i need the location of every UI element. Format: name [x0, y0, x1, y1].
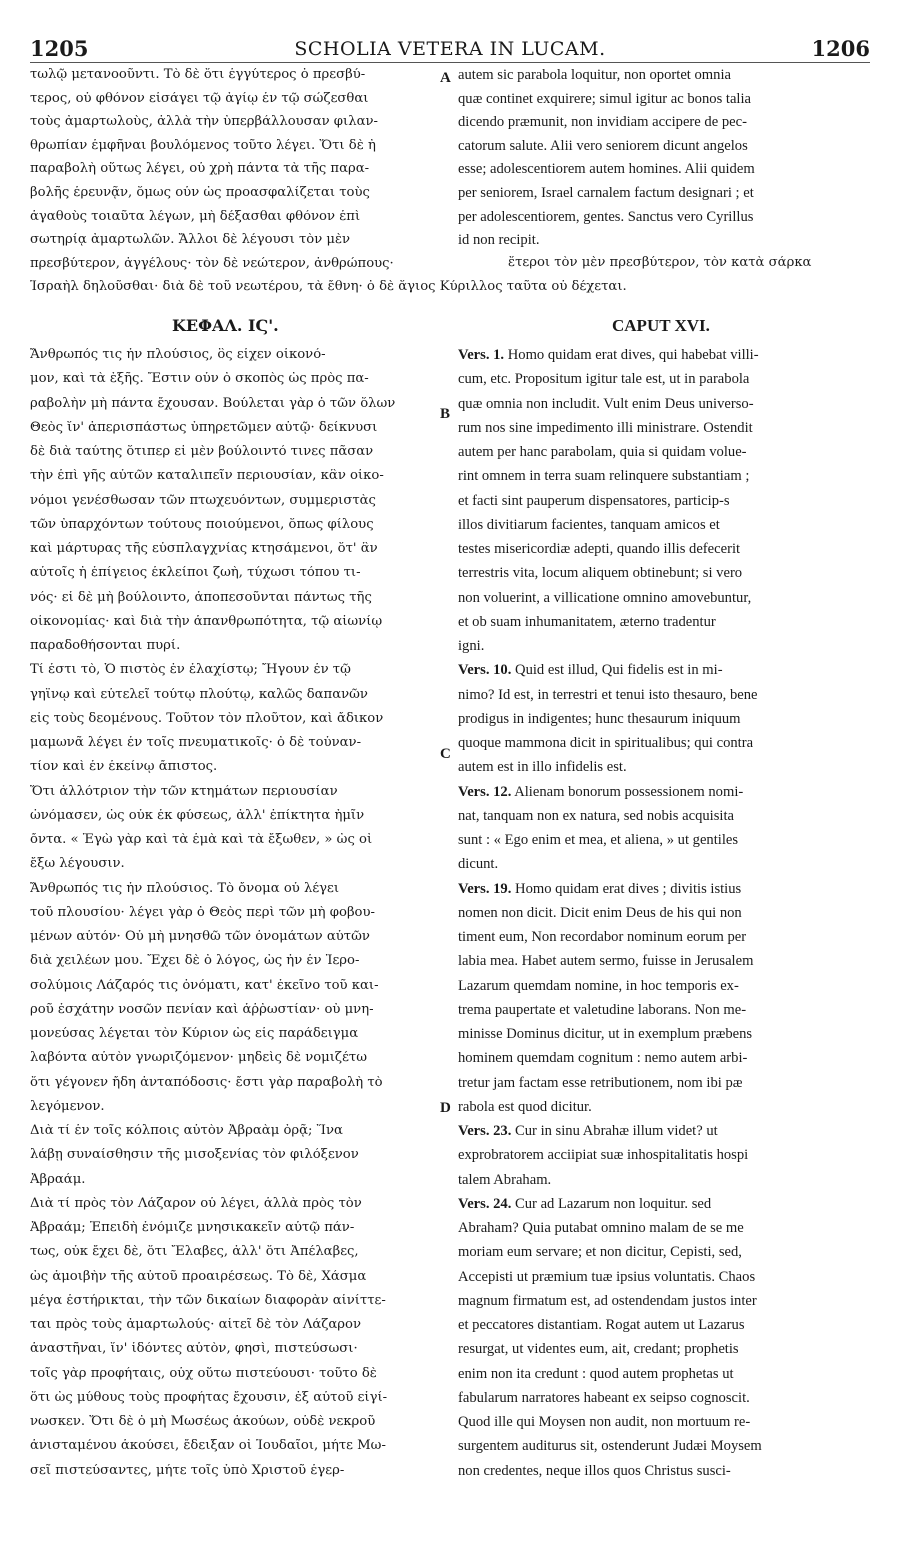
greek-text-line: τοὺς ἁμαρτωλοὺς, ἀλλὰ τὴν ὑπερβάλλουσαν φιλαν-: [30, 115, 378, 129]
greek-text-line: μονεύσας λέγεται τὸν Κύριον ὡς εἰς παράδειγμα: [30, 1027, 359, 1041]
latin-text-line: et peccatores distantiam. Rogat autem ut Lazarus: [458, 1318, 745, 1333]
latin-text-line: surgentem auditurus sit, ostenderunt Judæi Moysem: [458, 1439, 762, 1454]
latin-text-line: igni.: [458, 639, 485, 654]
latin-chapter-heading: CAPUT XVI.: [612, 316, 710, 335]
latin-text-line: per seniorem, Israel carnalem factum designari ; et: [458, 186, 754, 201]
greek-text-line: λάβῃ συναίσθησιν τῆς μισοξενίας τὸν φιλόξενον: [30, 1148, 359, 1162]
latin-text-line: exprobratorem acciipiat suæ inhospitalitatis hospi: [458, 1148, 749, 1163]
latin-text-line: dicunt.: [458, 857, 499, 872]
greek-text-line: οἰκονομίας· καὶ διὰ τὴν ἀπανθρωπότητα, τῷ αἰωνίῳ: [30, 614, 383, 628]
greek-text-line: Ἄνθρωπός τις ἦν πλούσιος. Τὸ ὄνομα οὐ λέγει: [30, 881, 340, 895]
latin-text-line: et ob suam inhumanitatem, æterno tradentur: [458, 614, 716, 630]
latin-text-line: autem est in illo infidelis est.: [458, 760, 627, 775]
greek-text-line: αὐτοῖς ἡ ἐπίγειος ἐκλείποι ζωὴ, τύχωσι τόπου τι-: [30, 566, 361, 580]
latin-text-line: Accepisti ut præmium tuæ ipsius voluntatis. Chaos: [458, 1269, 756, 1285]
greek-text-line: διὰ χειλέων μου. Ἔχει δὲ ὁ λόγος, ὡς ἦν ἐν Ἱερο-: [30, 954, 360, 968]
page-number-right: 1206: [811, 36, 870, 61]
latin-text-line: resurgat, ut videntes eum, ait, credant; prophetis: [458, 1342, 739, 1357]
latin-text-line: testes misericordiæ adepti, quando illis defecerit: [458, 542, 741, 557]
header-rule: [30, 62, 870, 63]
latin-text-line: catorum salute. Alii vero seniorem dicunt angelos: [458, 138, 748, 154]
latin-text-line: illos divitiarum facientes, tanquam amicos et: [458, 517, 720, 533]
margin-marker-c: C: [440, 746, 451, 762]
greek-text-line: τερος, οὐ φθόνον εἰσάγει τῷ ἁγίῳ ἐν τῷ σώζεσθαι: [30, 91, 369, 105]
verse-reference: Vers. 23.: [458, 1124, 512, 1139]
latin-text-line: rint omnem in terra suam relinquere substantiam ;: [458, 469, 750, 484]
greek-top-line-tail: ἕτεροι τὸν μὲν πρεσβύτερον, τὸν κατὰ σάρκα: [508, 256, 812, 270]
latin-text-line: rum nos sine impedimento illi ministrare. Ostendit: [458, 420, 753, 436]
greek-text-line: Θεὸς ἵν' ἀπερισπάστως ὑπηρετῶμεν αὐτῷ· δείκνυσι: [30, 420, 378, 434]
latin-text-line: per adolescentiorem, gentes. Sanctus vero Cyrillus: [458, 209, 754, 225]
greek-text-line: τοῖς γὰρ προφήταις, οὐχ οὕτω πιστεύουσι· τοῦτο δὲ: [30, 1366, 377, 1380]
latin-text-line: Abraham? Quia putabat omnino malam de se me: [458, 1221, 744, 1236]
greek-chapter-heading: ΚΕΦΑΛ. ΙϚ'.: [172, 316, 279, 335]
latin-text-line: enim non ita credunt : quod autem prophetas ut: [458, 1366, 734, 1382]
greek-text-line: παραβολὴ οὕτως λέγει, οὐ χρὴ πάντα τὰ τῆς παρα-: [30, 162, 370, 176]
greek-text-line: λεγόμενον.: [30, 1099, 105, 1113]
latin-text-line: quæ omnia non includit. Vult enim Deus universo-: [458, 396, 754, 412]
greek-text-line: Ἀβραάμ; Ἐπειδὴ ἐνόμιζε μνησικακεῖν αὐτῷ πάν-: [30, 1221, 355, 1235]
greek-text-line: σωτηρίᾳ ἁμαρτωλῶν. Ἄλλοι δὲ λέγουσι τὸν μὲν: [30, 233, 351, 247]
greek-text-line: νός· εἰ δὲ μὴ βούλοιντο, ἀποπεσοῦνται πάντως τῆς: [30, 590, 372, 604]
greek-text-line: Τί ἐστι τὸ, Ὁ πιστὸς ἐν ἐλαχίστῳ; Ἤγουν ἐν τῷ: [30, 663, 351, 677]
greek-text-line: Ὅτι ἀλλότριον τὴν τῶν κτημάτων περιουσίαν: [30, 784, 338, 798]
latin-text-line: Vers. 12. Alienam bonorum possessionem nomi-: [458, 784, 744, 800]
latin-text-line: id non recipit.: [458, 233, 540, 248]
verse-reference: Vers. 1.: [458, 348, 505, 363]
latin-text-line: autem per hanc parabolam, quia si quidam volue-: [458, 445, 747, 460]
greek-text-line: νόμοι γενέσθωσαν τῶν πτωχευόντων, συμμεριστὰς: [30, 493, 376, 507]
latin-text-line: talem Abraham.: [458, 1172, 552, 1188]
greek-text-line: λαβόντα αὐτὸν γνωριζόμενον· μηδεὶς δὲ νομιζέτω: [30, 1051, 367, 1065]
greek-text-line: Ἄνθρωπός τις ἦν πλούσιος, ὃς εἶχεν οἰκονό-: [30, 348, 326, 362]
latin-text-line: trema paupertate et valetudine laborans. Non me-: [458, 1002, 747, 1018]
page-number-left: 1205: [30, 36, 89, 61]
greek-text-line: εἰς τοὺς δεομένους. Τοῦτον τὸν πλοῦτον, καὶ ἄδικον: [30, 711, 384, 725]
greek-text-line: σεῖ πιστεύσαντες, μήτε τοῖς ὑπὸ Χριστοῦ ἐγερ-: [30, 1463, 345, 1477]
latin-text-line: quoque mammona dicit in spiritualibus; qui contra: [458, 736, 754, 751]
greek-text-line: σολύμοις Λάζαρός τις ὀνόματι, κατ' ἐκεῖνο τοῦ και-: [30, 978, 379, 992]
latin-text-line: nomen non dicit. Dicit enim Deus de his qui non: [458, 905, 742, 921]
latin-text-line: esse; adolescentiorem autem homines. Alii quidem: [458, 162, 755, 177]
greek-text-line: μένων αὐτόν· Οὐ μὴ μνησθῶ τῶν ὀνομάτων αὐτῶν: [30, 930, 370, 944]
greek-text-line: δὲ διὰ ταύτης ὅτιπερ εἰ μὲν βούλοιντό τινες πᾶσαν: [30, 445, 374, 459]
greek-text-line: τίον καὶ ἐν ἐκείνῳ ἄπιστος.: [30, 760, 218, 774]
latin-text-line: nat, tanquam non ex natura, sed nobis acquisita: [458, 808, 734, 824]
greek-text-line: ἀνισταμένου ἀκούσει, ἔδειξαν οἱ Ἰουδαῖοι, μήτε Μω-: [30, 1439, 386, 1453]
margin-marker-d: D: [440, 1100, 451, 1116]
greek-text-line: Διὰ τί ἐν τοῖς κόλποις αὐτὸν Ἀβραὰμ ὁρᾷ; Ἵνα: [30, 1124, 343, 1138]
greek-text-line: παραδοθήσονται πυρί.: [30, 639, 181, 653]
greek-text-line: ἀναστῆναι, ἵν' ἰδόντες αὐτὸν, φησὶ, πιστεύσωσι·: [30, 1342, 358, 1356]
greek-text-line: μαμωνᾶ λέγει ἐν τοῖς πνευματικοῖς· ὁ δὲ τοὐναν-: [30, 736, 362, 750]
latin-text-line: Vers. 23. Cur in sinu Abrahæ illum videt? ut: [458, 1124, 718, 1139]
greek-text-line: μέγα ἐστήρικται, τὴν τῶν δικαίων διαφορὰν αἰνίττε-: [30, 1293, 386, 1307]
greek-text-line: ὅτι γέγονεν ἤδη ἀνταπόδοσις· ἔστι γὰρ παραβολὴ τὸ: [30, 1075, 383, 1089]
latin-text-line: Vers. 1. Homo quidam erat dives, qui habebat villi-: [458, 348, 759, 363]
latin-text-line: autem sic parabola loquitur, non oportet omnia: [458, 68, 731, 83]
greek-text-line: γηΐνῳ καὶ εὐτελεῖ τούτῳ πλούτῳ, καλῶς δαπανῶν: [30, 687, 368, 701]
latin-text-line: non credentes, neque illos quos Christus susci-: [458, 1463, 731, 1479]
latin-text-line: timent eum, Non recordabor nominum eorum per: [458, 930, 747, 945]
greek-text-line: μον, καὶ τὰ ἑξῆς. Ἔστιν οὖν ὁ σκοπὸς ὡς πρὸς πα-: [30, 372, 369, 386]
latin-text-line: Vers. 19. Homo quidam erat dives ; divitis istius: [458, 881, 742, 897]
greek-text-line: ἔξω λέγουσιν.: [30, 857, 125, 871]
greek-text-line: ἀγαθοὺς τοιαῦτα λέγων, μὴ δέξασθαι φθόνον ἐπὶ: [30, 209, 361, 223]
latin-text-line: et facti sint pauperum dispensatores, particip-s: [458, 493, 730, 509]
greek-text-line: τωλῷ μετανοοῦντι. Τὸ δὲ ὅτι ἐγγύτερος ὁ πρεσβύ-: [30, 68, 366, 82]
latin-text-line: tretur jam factam esse retributionem, nom ibi pæ: [458, 1075, 743, 1091]
margin-marker-a: A: [440, 70, 451, 86]
greek-text-line: Διὰ τί πρὸς τὸν Λάζαρον οὐ λέγει, ἀλλὰ πρὸς τὸν: [30, 1196, 362, 1210]
latin-text-line: Quod ille qui Moysen non audit, non mortuum re-: [458, 1415, 751, 1430]
latin-text-line: moriam eum servare; et non dicitur, Cepisti, sed,: [458, 1245, 742, 1260]
verse-reference: Vers. 10.: [458, 663, 512, 678]
running-title: SCHOLIA VETERA IN LUCAM.: [294, 38, 606, 60]
greek-text-line: ροῦ ἐσχάτην νοσῶν πενίαν καὶ ἀῤῥωστίαν· οὗ μνη-: [30, 1002, 374, 1016]
greek-text-line: τῶν ὑπαρχόντων τούτους ποιούμενοι, ὅπως φίλους: [30, 517, 374, 531]
latin-text-line: non voluerint, a villicatione omnino amovebuntur,: [458, 590, 752, 606]
verse-reference: Vers. 12.: [458, 784, 512, 800]
greek-text-line: ὄντα. « Ἐγὼ γὰρ καὶ τὰ ἐμὰ καὶ τὰ ἔξωθεν, » ὡς οἱ: [30, 833, 373, 847]
greek-text-line: τοῦ πλουσίου· λέγει γὰρ ὁ Θεὸς περὶ τῶν μὴ φοβου-: [30, 905, 375, 919]
latin-text-line: terrestris vita, locum aliquem obtinebunt; si vero: [458, 566, 743, 581]
greek-text-line: Ἀβραάμ.: [30, 1172, 86, 1186]
greek-text-line: νωσκεν. Ὅτι δὲ ὁ μὴ Μωσέως ἀκούων, οὐδὲ νεκροῦ: [30, 1415, 376, 1429]
latin-text-line: quæ continet exquirere; simul igitur ac bonos talia: [458, 91, 752, 107]
latin-text-line: fabularum narratores habeant ex seipso cognoscit.: [458, 1390, 750, 1406]
greek-text-line: βολῆς ἐρευνᾷν, ὅμως οὖν ὡς προασφαλίζεται τοὺς: [30, 186, 370, 200]
latin-text-line: hominem quemdam cognitum : nemo autem arbi-: [458, 1051, 748, 1066]
latin-text-line: magnum firmatum est, ad ostendendam justos inter: [458, 1293, 757, 1309]
greek-text-line: ὠνόμασεν, ὡς οὐκ ἐκ φύσεως, ἀλλ' ἐπίκτητα ἡμῖν: [30, 808, 365, 822]
latin-text-line: Lazarum quemdam nomine, in hoc temporis ex-: [458, 978, 739, 994]
greek-text-line: τως, οὐκ ἔχει δὲ, ὅτι Ἔλαβες, ἀλλ' ὅτι Ἀπέλαβες,: [30, 1245, 359, 1259]
latin-text-line: minisse Dominus dicitur, ut in exemplum præbens: [458, 1027, 753, 1042]
greek-text-line: καὶ μάρτυρας τῆς εὐσπλαγχνίας κτησάμενοι, ὅτ' ἂν: [30, 542, 378, 556]
greek-text-line: ραβολὴν μὴ πάντα ἔχουσαν. Βούλεται γὰρ ὁ τῶν ὅλων: [30, 396, 396, 410]
latin-text-line: Vers. 24. Cur ad Lazarum non loquitur. sed: [458, 1196, 712, 1212]
latin-text-line: sunt : « Ego enim et mea, et aliena, » ut gentiles: [458, 833, 739, 848]
latin-text-line: rabola est quod dicitur.: [458, 1099, 592, 1115]
greek-text-line: ὅτι ὡς μύθους τοὺς προφήτας ἔχουσιν, ἐξ αὐτοῦ εἰγί-: [30, 1390, 388, 1404]
latin-text-line: prodigus in indigentes; hunc thesaurum iniquum: [458, 711, 741, 727]
margin-marker-b: B: [440, 406, 451, 422]
greek-text-line: θρωπίαν ἐμφῆναι βουλόμενος τοῦτο λέγει. Ὅτι δὲ ἡ: [30, 138, 376, 152]
latin-text-line: dicendo præmunit, non invidiam accipere de pec-: [458, 115, 747, 130]
latin-text-line: nimo? Id est, in terrestri et tenui isto thesauro, bene: [458, 687, 758, 703]
greek-text-line: ὡς ἀμοιβὴν τῆς αὐτοῦ προαιρέσεως. Τὸ δὲ, Χάσμα: [30, 1269, 367, 1283]
verse-reference: Vers. 24.: [458, 1196, 512, 1212]
greek-text-line: τὴν ἐπὶ γῆς αὐτῶν καταλιπεῖν περιουσίαν, κἂν οἰκο-: [30, 469, 384, 483]
latin-text-line: cum, etc. Propositum igitur tale est, ut in parabola: [458, 372, 750, 387]
latin-text-line: labia mea. Habet autem sermo, fuisse in Jerusalem: [458, 954, 754, 969]
greek-full-width-line: Ἰσραὴλ δηλοῦσθαι· διὰ δὲ τοῦ νεωτέρου, τὰ ἔθνη· ὁ δὲ ἅγιος Κύριλλος ταῦτα οὐ δέχεται.: [30, 280, 627, 294]
latin-text-line: Vers. 10. Quid est illud, Qui fidelis est in mi-: [458, 663, 723, 678]
greek-text-line: πρεσβύτερον, ἀγγέλους· τὸν δὲ νεώτερον, ἀνθρώπους·: [30, 256, 394, 270]
greek-text-line: ται πρὸς τοὺς ἁμαρτωλούς· αἰτεῖ δὲ τὸν Λάζαρον: [30, 1318, 362, 1332]
verse-reference: Vers. 19.: [458, 881, 512, 897]
